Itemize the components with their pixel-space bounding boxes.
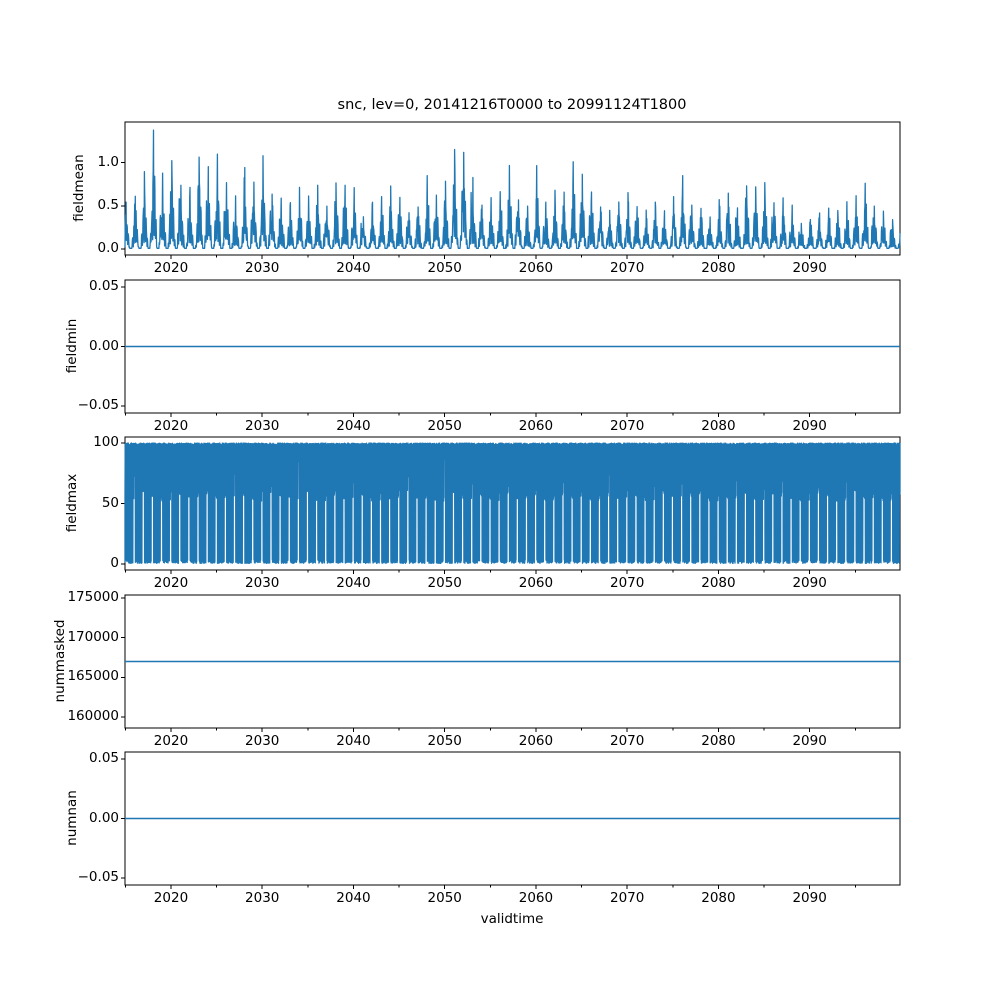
- y-tick-label: 0.0: [97, 239, 119, 256]
- y-tick-label: 0.05: [88, 750, 119, 767]
- x-tick-label: 2050: [427, 890, 462, 906]
- x-tick-label: 2060: [518, 890, 554, 906]
- x-tick-label: 2020: [153, 260, 189, 276]
- y-tick-label: 100: [93, 434, 119, 451]
- x-tick-label: 2050: [427, 733, 462, 749]
- y-tick-label: 0.00: [88, 337, 119, 354]
- x-tick-label: 2080: [701, 575, 736, 591]
- x-tick-label: 2090: [792, 418, 827, 434]
- y-tick-label: 0.05: [88, 278, 119, 295]
- x-tick-label: 2070: [610, 733, 645, 749]
- y-tick-label: 0.00: [88, 809, 119, 826]
- y-tick-label: 50: [101, 494, 119, 511]
- x-tick-label: 2030: [245, 890, 280, 906]
- x-tick-label: 2020: [153, 418, 189, 434]
- y-axis-label-nummasked: nummasked: [52, 619, 68, 703]
- x-tick-label: 2020: [153, 733, 189, 749]
- x-tick-label: 2090: [792, 733, 827, 749]
- y-tick-label: 160000: [67, 708, 119, 725]
- x-tick-label: 2030: [245, 575, 280, 591]
- plot-line-fieldmean: [125, 130, 900, 248]
- x-tick-label: 2060: [518, 418, 554, 434]
- x-tick-label: 2070: [610, 260, 645, 276]
- y-tick-label: 175000: [67, 588, 119, 605]
- x-tick-label: 2020: [153, 575, 189, 591]
- y-axis-label-numnan: numnan: [64, 790, 80, 846]
- x-tick-label: 2080: [701, 890, 736, 906]
- x-tick-label: 2060: [518, 260, 554, 276]
- x-tick-label: 2070: [610, 418, 645, 434]
- x-tick-label: 2040: [336, 418, 371, 434]
- x-tick-label: 2080: [701, 418, 736, 434]
- x-tick-label: 2090: [792, 575, 827, 591]
- y-tick-label: −0.05: [77, 396, 119, 413]
- x-tick-label: 2070: [610, 575, 645, 591]
- x-tick-label: 2080: [701, 733, 736, 749]
- y-tick-label: 0.5: [97, 196, 119, 213]
- plot-line-fieldmax: [125, 443, 900, 563]
- x-tick-label: 2040: [336, 260, 371, 276]
- x-tick-label: 2050: [427, 575, 462, 591]
- y-tick-label: 0: [110, 554, 119, 571]
- y-tick-label: 170000: [67, 628, 119, 645]
- x-tick-label: 2070: [610, 890, 645, 906]
- x-tick-label: 2030: [245, 733, 280, 749]
- y-tick-label: 165000: [67, 668, 119, 685]
- x-tick-label: 2030: [245, 418, 280, 434]
- figure-title: snc, lev=0, 20141216T0000 to 20991124T1800: [337, 97, 687, 113]
- x-tick-label: 2060: [518, 733, 554, 749]
- x-tick-label: 2040: [336, 733, 371, 749]
- x-tick-label: 2020: [153, 890, 189, 906]
- x-tick-label: 2030: [245, 260, 280, 276]
- y-tick-label: −0.05: [77, 868, 119, 885]
- y-axis-label-fieldmax: fieldmax: [64, 473, 80, 533]
- y-axis-label-fieldmin: fieldmin: [64, 318, 80, 374]
- x-tick-label: 2090: [792, 890, 827, 906]
- x-tick-label: 2040: [336, 890, 371, 906]
- x-tick-label: 2050: [427, 418, 462, 434]
- x-tick-label: 2050: [427, 260, 462, 276]
- y-tick-label: 1.0: [97, 153, 119, 170]
- x-tick-label: 2090: [792, 260, 827, 276]
- y-axis-label-fieldmean: fieldmean: [71, 154, 87, 222]
- x-tick-label: 2060: [518, 575, 554, 591]
- x-axis-label: validtime: [480, 911, 544, 927]
- x-tick-label: 2080: [701, 260, 736, 276]
- x-tick-label: 2040: [336, 575, 371, 591]
